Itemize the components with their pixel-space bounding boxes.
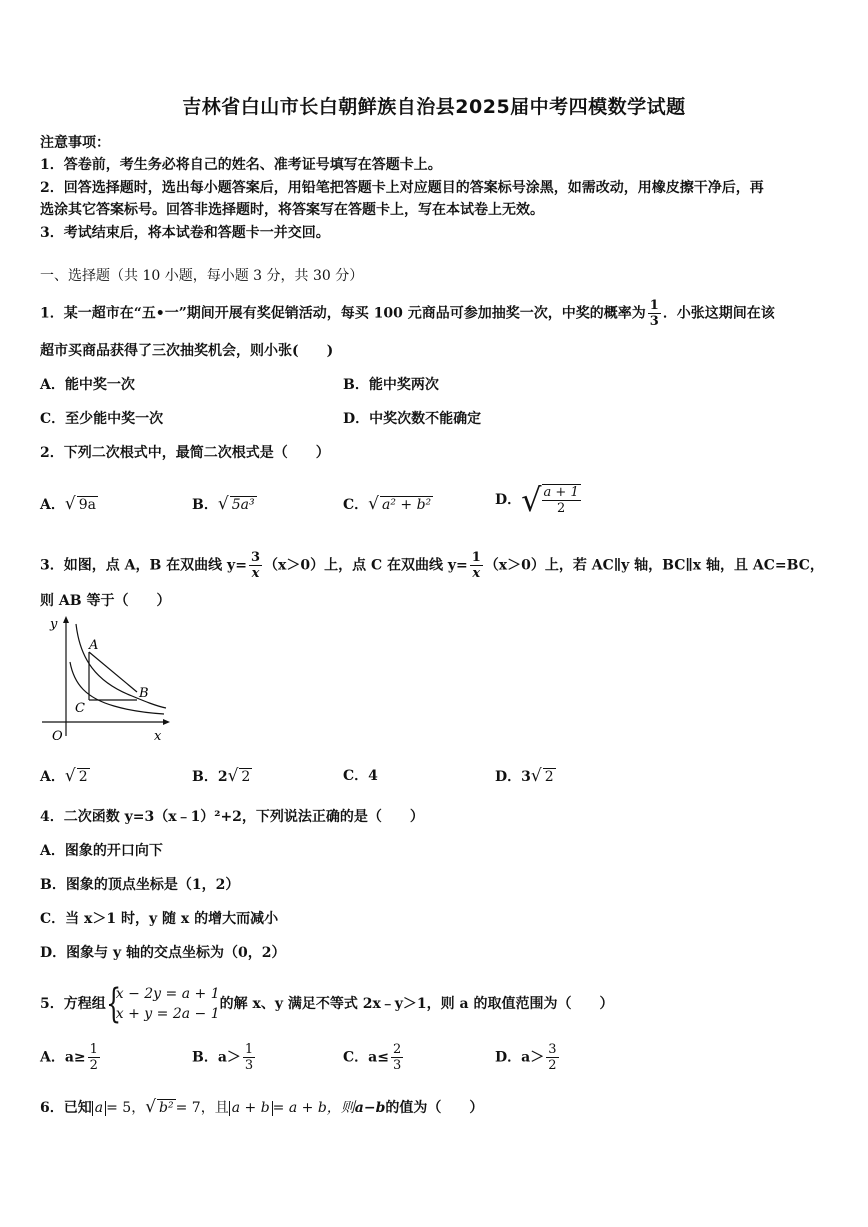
sqrt-icon: √: [521, 481, 542, 519]
q5-option-a-numerator: 1: [89, 1042, 98, 1057]
q4-option-b: B．图象的顶点坐标是（1，2）: [40, 877, 240, 893]
q1-stem: [40, 298, 775, 329]
q5-option-c-denominator: 3: [392, 1058, 402, 1073]
q3-stem-cont: 则 AB 等于（ ）: [40, 593, 171, 609]
q5-option-d-numerator: 3: [548, 1042, 557, 1057]
q4-option-d: D．图象与 y 轴的交点坐标为（0，2）: [40, 945, 286, 961]
q2-option-d-fraction: [542, 484, 581, 516]
q2-option-b-radicand: 5a³: [231, 497, 255, 513]
q3-option-b-radicand: 2: [241, 769, 251, 785]
q5-stem-part-a: 5．方程组: [40, 996, 106, 1012]
q2-option-d-denominator: 2: [556, 501, 566, 516]
q4-option-a: A．图象的开口向下: [40, 843, 163, 859]
q3-stem-part-b: （x＞0）上，点 C 在双曲线 y=: [263, 557, 468, 574]
figure-label-x: x: [154, 729, 162, 744]
q6-eq-b: = 7，且: [175, 1100, 229, 1116]
q1-stem-part-b: ．小张这期间在该: [662, 305, 775, 322]
q6-abs-a: a: [92, 1101, 106, 1116]
q3-stem-part-a: 3．如图，点 A，B 在双曲线 y=: [40, 557, 247, 574]
q1-fraction-numerator: 1: [649, 298, 659, 313]
section-heading: 一、选择题（共 10 小题，每小题 3 分，共 30 分）: [40, 268, 364, 284]
q5-option-a-fraction: [88, 1042, 100, 1073]
q5-equation-1: x − 2y = a + 1: [115, 986, 220, 1002]
q6-stem: [40, 1097, 483, 1118]
q1-probability-fraction: [648, 298, 661, 329]
q3-stem-part-c: （x＞0）上，若 AC∥y 轴，BC∥x 轴，且 AC=BC，: [484, 557, 824, 574]
q3-fraction-1-over-x: [470, 550, 483, 581]
q2-option-b-label: B．: [192, 497, 218, 513]
q3-stem: [40, 550, 824, 581]
y-axis-arrow-icon: [63, 616, 69, 623]
q5-stem-part-b: 的解 x、y 满足不等式 2x﹣y＞1，则 a 的取值范围为（ ）: [219, 996, 614, 1012]
q3-option-a: [40, 766, 90, 787]
q5-option-b-denominator: 3: [244, 1058, 254, 1073]
q3-option-d: [495, 766, 556, 787]
q4-stem: 4．二次函数 y=3（x﹣1）²+2，下列说法正确的是（ ）: [40, 809, 424, 825]
q5-option-b-fraction: [243, 1042, 255, 1073]
page-title: 吉林省白山市长白朝鲜族自治县2025届中考四模数学试题: [182, 96, 686, 118]
q3-option-d-label: D．3: [495, 769, 531, 785]
q2-option-c: [343, 494, 433, 515]
notice-item-2: 2．回答选择题时，选出每小题答案后，用铅笔把答题卡上对应题目的答案标号涂黑，如需改动，用橡皮擦干净后，再: [40, 180, 764, 196]
q6-stem-part-b: 的值为（ ）: [385, 1100, 484, 1116]
q3-fraction-1-numerator: 3: [250, 550, 260, 565]
q5-option-c-numerator: 2: [392, 1042, 402, 1057]
q5-equation-system: [105, 981, 220, 1027]
q6-abs-a-plus-b: a + b: [229, 1101, 273, 1116]
notice-item-2-cont: 选涂其它答案标号。回答非选择题时，将答案写在答题卡上，写在本试卷上无效。: [40, 202, 544, 218]
q3-option-a-radicand: 2: [78, 769, 88, 785]
figure-label-o: O: [52, 729, 63, 744]
q5-option-c: [343, 1042, 405, 1073]
q2-option-c-label: C．: [343, 497, 369, 513]
q2-option-d-label: D．: [495, 492, 522, 508]
sqrt-icon: √: [217, 494, 229, 514]
q2-stem: 2．下列二次根式中，最简二次根式是（ ）: [40, 445, 330, 461]
q5-option-a-label: A．a≥: [40, 1049, 86, 1066]
q6-eq-a: = 5，: [106, 1100, 146, 1116]
q1-fraction-denominator: 3: [649, 314, 659, 329]
q3-fraction-3-over-x: [249, 550, 262, 581]
figure-label-a: A: [89, 638, 99, 653]
notice-item-3: 3．考试结束后，将本试卷和答题卡一并交回。: [40, 225, 330, 241]
q1-option-a: A．能中奖一次: [40, 377, 135, 393]
q6-target-expression: a−b: [354, 1100, 386, 1116]
sqrt-icon: √: [64, 494, 76, 514]
q2-option-d: [495, 481, 583, 519]
q3-fraction-2-numerator: 1: [471, 550, 481, 565]
q5-option-d: [495, 1042, 561, 1073]
q2-option-a: [40, 494, 98, 515]
q3-option-a-label: A．: [40, 769, 65, 785]
q3-option-d-radicand: 2: [544, 769, 554, 785]
figure-label-b: B: [139, 686, 149, 701]
figure-label-y: y: [50, 617, 58, 632]
q2-option-a-radicand: 9a: [78, 497, 96, 513]
sqrt-icon: √: [368, 494, 379, 514]
q5-option-b: [192, 1042, 257, 1073]
q3-option-b-label: B．2: [192, 769, 228, 785]
q5-option-a: [40, 1042, 102, 1073]
q3-fraction-2-denominator: x: [472, 566, 481, 581]
q3-option-c: C．4: [343, 768, 378, 784]
q2-option-b: [192, 494, 257, 515]
q5-option-d-fraction: [546, 1042, 558, 1073]
figure-label-c: C: [75, 701, 85, 716]
sqrt-icon: √: [530, 766, 542, 786]
sqrt-icon: √: [145, 1097, 157, 1117]
q6-stem-part-a: 6．已知: [40, 1100, 92, 1116]
q5-option-b-label: B．a＞: [192, 1049, 241, 1066]
left-brace-icon: {: [105, 981, 122, 1027]
x-axis-arrow-icon: [163, 719, 170, 725]
q5-stem: [40, 983, 614, 1025]
q1-stem-part-a: 1．某一超市在“五•一”期间开展有奖促销活动，每买 100 元商品可参加抽奖一次，中奖的概率为: [40, 305, 646, 322]
q5-option-c-label: C．a≤: [343, 1049, 389, 1066]
q1-option-c: C．至少能中奖一次: [40, 411, 164, 427]
q5-equation-2: x + y = 2a − 1: [115, 1006, 220, 1022]
q2-option-c-radicand: a² + b²: [382, 497, 432, 513]
q1-option-d: D．中奖次数不能确定: [343, 411, 482, 427]
q5-option-d-label: D．a＞: [495, 1049, 545, 1066]
q3-hyperbola-figure: [36, 614, 176, 746]
q2-option-a-label: A．: [40, 497, 65, 513]
notice-item-1: 1．答卷前，考生务必将自己的姓名、准考证号填写在答题卡上。: [40, 157, 442, 173]
q5-option-a-denominator: 2: [89, 1058, 98, 1073]
q1-option-b: B．能中奖两次: [343, 377, 439, 393]
q1-stem-cont: 超市买商品获得了三次抽奖机会，则小张( ): [40, 343, 334, 359]
sqrt-icon: √: [64, 766, 76, 786]
q4-option-c: C．当 x＞1 时，y 随 x 的增大而减小: [40, 911, 279, 927]
q3-option-b: [192, 766, 252, 787]
q5-option-b-numerator: 1: [244, 1042, 254, 1057]
q2-option-d-numerator: a + 1: [543, 485, 579, 500]
q5-option-c-fraction: [391, 1042, 403, 1073]
q6-eq-ab: = a + b，则: [272, 1100, 355, 1116]
q3-fraction-1-denominator: x: [251, 566, 260, 581]
q5-option-d-denominator: 2: [548, 1058, 557, 1073]
q6-sqrt-b: b²: [159, 1100, 174, 1116]
notice-heading: 注意事项：: [40, 135, 110, 151]
sqrt-icon: √: [227, 766, 239, 786]
